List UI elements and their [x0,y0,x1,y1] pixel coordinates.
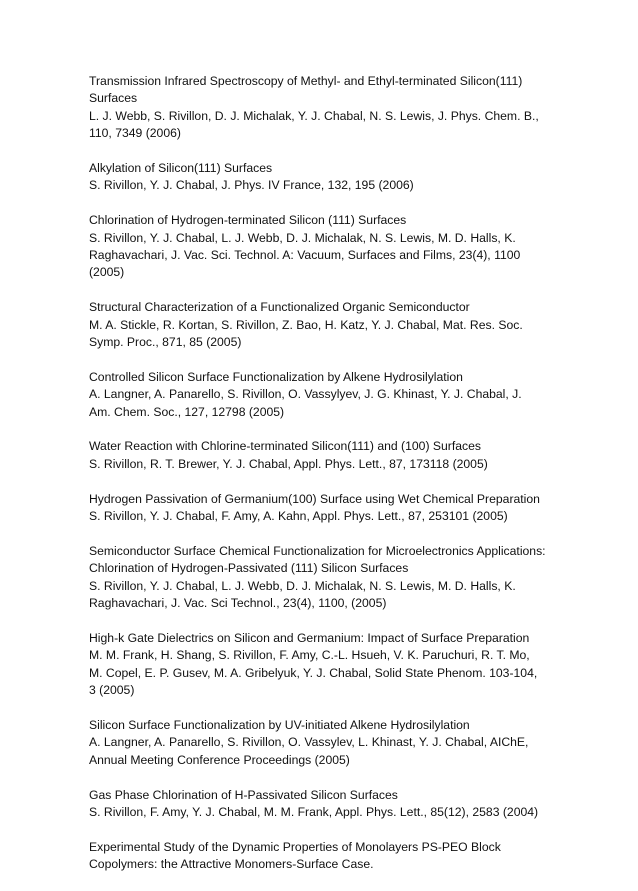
publication-list [89,73,569,891]
publication-text-line: Water Reaction with Chlorine-terminated Silicon(111) and (100) Surfaces [89,439,481,454]
publication-text-line: Surfaces [89,91,138,106]
publication-text-line: M. A. Stickle, R. Kortan, S. Rivillon, Z. Bao, H. Katz, Y. J. Chabal, Mat. Res. Soc. [89,317,523,332]
publication-text-line: M. M. Frank, H. Shang, S. Rivillon, F. Amy, C.-L. Hsueh, V. K. Paruchuri, R. T. Mo, [89,648,530,663]
publication-text-line: S. Rivillon, Y. J. Chabal, J. Phys. IV France, 132, 195 (2006) [89,178,414,193]
publication-text-line: Alkylation of Silicon(111) Surfaces [89,161,273,176]
publication-text-line: S. Rivillon, Y. J. Chabal, L. J. Webb, D. J. Michalak, N. S. Lewis, M. D. Halls, K. [89,230,516,245]
publication-text-line: Annual Meeting Conference Proceedings (2005) [89,752,350,767]
publication-text-line: 3 (2005) [89,683,135,698]
publication-text-line: Silicon Surface Functionalization by UV-initiated Alkene Hydrosilylation [89,717,470,732]
publication-entry [89,543,569,613]
publication-text-line: A. Langner, A. Panarello, S. Rivillon, O. Vassylyev, J. G. Khinast, Y. J. Chabal, J. [89,387,522,402]
publication-entry [89,438,569,473]
publication-text-line: Semiconductor Surface Chemical Functionalization for Microelectronics Applications: [89,543,546,558]
publication-text-line: Chlorination of Hydrogen-Passivated (111) Silicon Surfaces [89,561,409,576]
publication-entry [89,787,569,822]
publication-entry [89,160,569,195]
publication-text-line: 110, 7349 (2006) [89,126,181,141]
publication-text-line: A. Langner, A. Panarello, S. Rivillon, O. Vassylev, L. Khinast, Y. J. Chabal, AIChE, [89,735,529,750]
publication-text-line: Transmission Infrared Spectroscopy of Methyl- and Ethyl-terminated Silicon(111) [89,74,523,88]
publication-entry [89,839,569,874]
publication-entry [89,73,569,143]
publication-text-line: Raghavachari, J. Vac. Sci Technol., 23(4), 1100, (2005) [89,596,387,611]
publication-entry [89,491,569,526]
publication-entry [89,369,569,421]
publication-text-line: Raghavachari, J. Vac. Sci. Technol. A: Vacuum, Surfaces and Films, 23(4), 1100 [89,248,521,263]
publication-text-line: High-k Gate Dielectrics on Silicon and Germanium: Impact of Surface Preparation [89,630,530,645]
publication-entry [89,630,569,700]
publication-text-line: Controlled Silicon Surface Functionalization by Alkene Hydrosilylation [89,369,463,384]
publication-text-line: L. J. Webb, S. Rivillon, D. J. Michalak, Y. J. Chabal, N. S. Lewis, J. Phys. Chem. B., [89,108,539,123]
publication-entry [89,299,569,351]
publication-text-line: (2005) [89,265,125,280]
publication-text-line: Copolymers: the Attractive Monomers-Surface Case. [89,857,374,872]
publication-entry [89,212,569,282]
publication-entry [89,717,569,769]
publication-text-line: S. Rivillon, F. Amy, Y. J. Chabal, M. M. Frank, Appl. Phys. Lett., 85(12), 2583 (2004) [89,804,539,819]
publication-text-line: Am. Chem. Soc., 127, 12798 (2005) [89,404,285,419]
publication-text-line: Gas Phase Chlorination of H-Passivated Silicon Surfaces [89,787,398,802]
publication-text-line: Structural Characterization of a Functionalized Organic Semiconductor [89,300,470,315]
publication-text-line: Hydrogen Passivation of Germanium(100) Surface using Wet Chemical Preparation [89,491,540,506]
publication-text-line: Experimental Study of the Dynamic Properties of Monolayers PS-PEO Block [89,839,501,854]
publication-text-line: M. Copel, E. P. Gusev, M. A. Gribelyuk, Y. J. Chabal, Solid State Phenom. 103-104, [89,665,538,680]
publication-text-line: Chlorination of Hydrogen-terminated Silicon (111) Surfaces [89,213,407,228]
publication-text-line: S. Rivillon, Y. J. Chabal, L. J. Webb, D. J. Michalak, N. S. Lewis, M. D. Halls, K. [89,578,516,593]
publication-text-line: S. Rivillon, Y. J. Chabal, F. Amy, A. Kahn, Appl. Phys. Lett., 87, 253101 (2005) [89,509,508,524]
publication-text-line: S. Rivillon, R. T. Brewer, Y. J. Chabal, Appl. Phys. Lett., 87, 173118 (2005) [89,456,488,471]
publication-text-line: Symp. Proc., 871, 85 (2005) [89,335,242,350]
